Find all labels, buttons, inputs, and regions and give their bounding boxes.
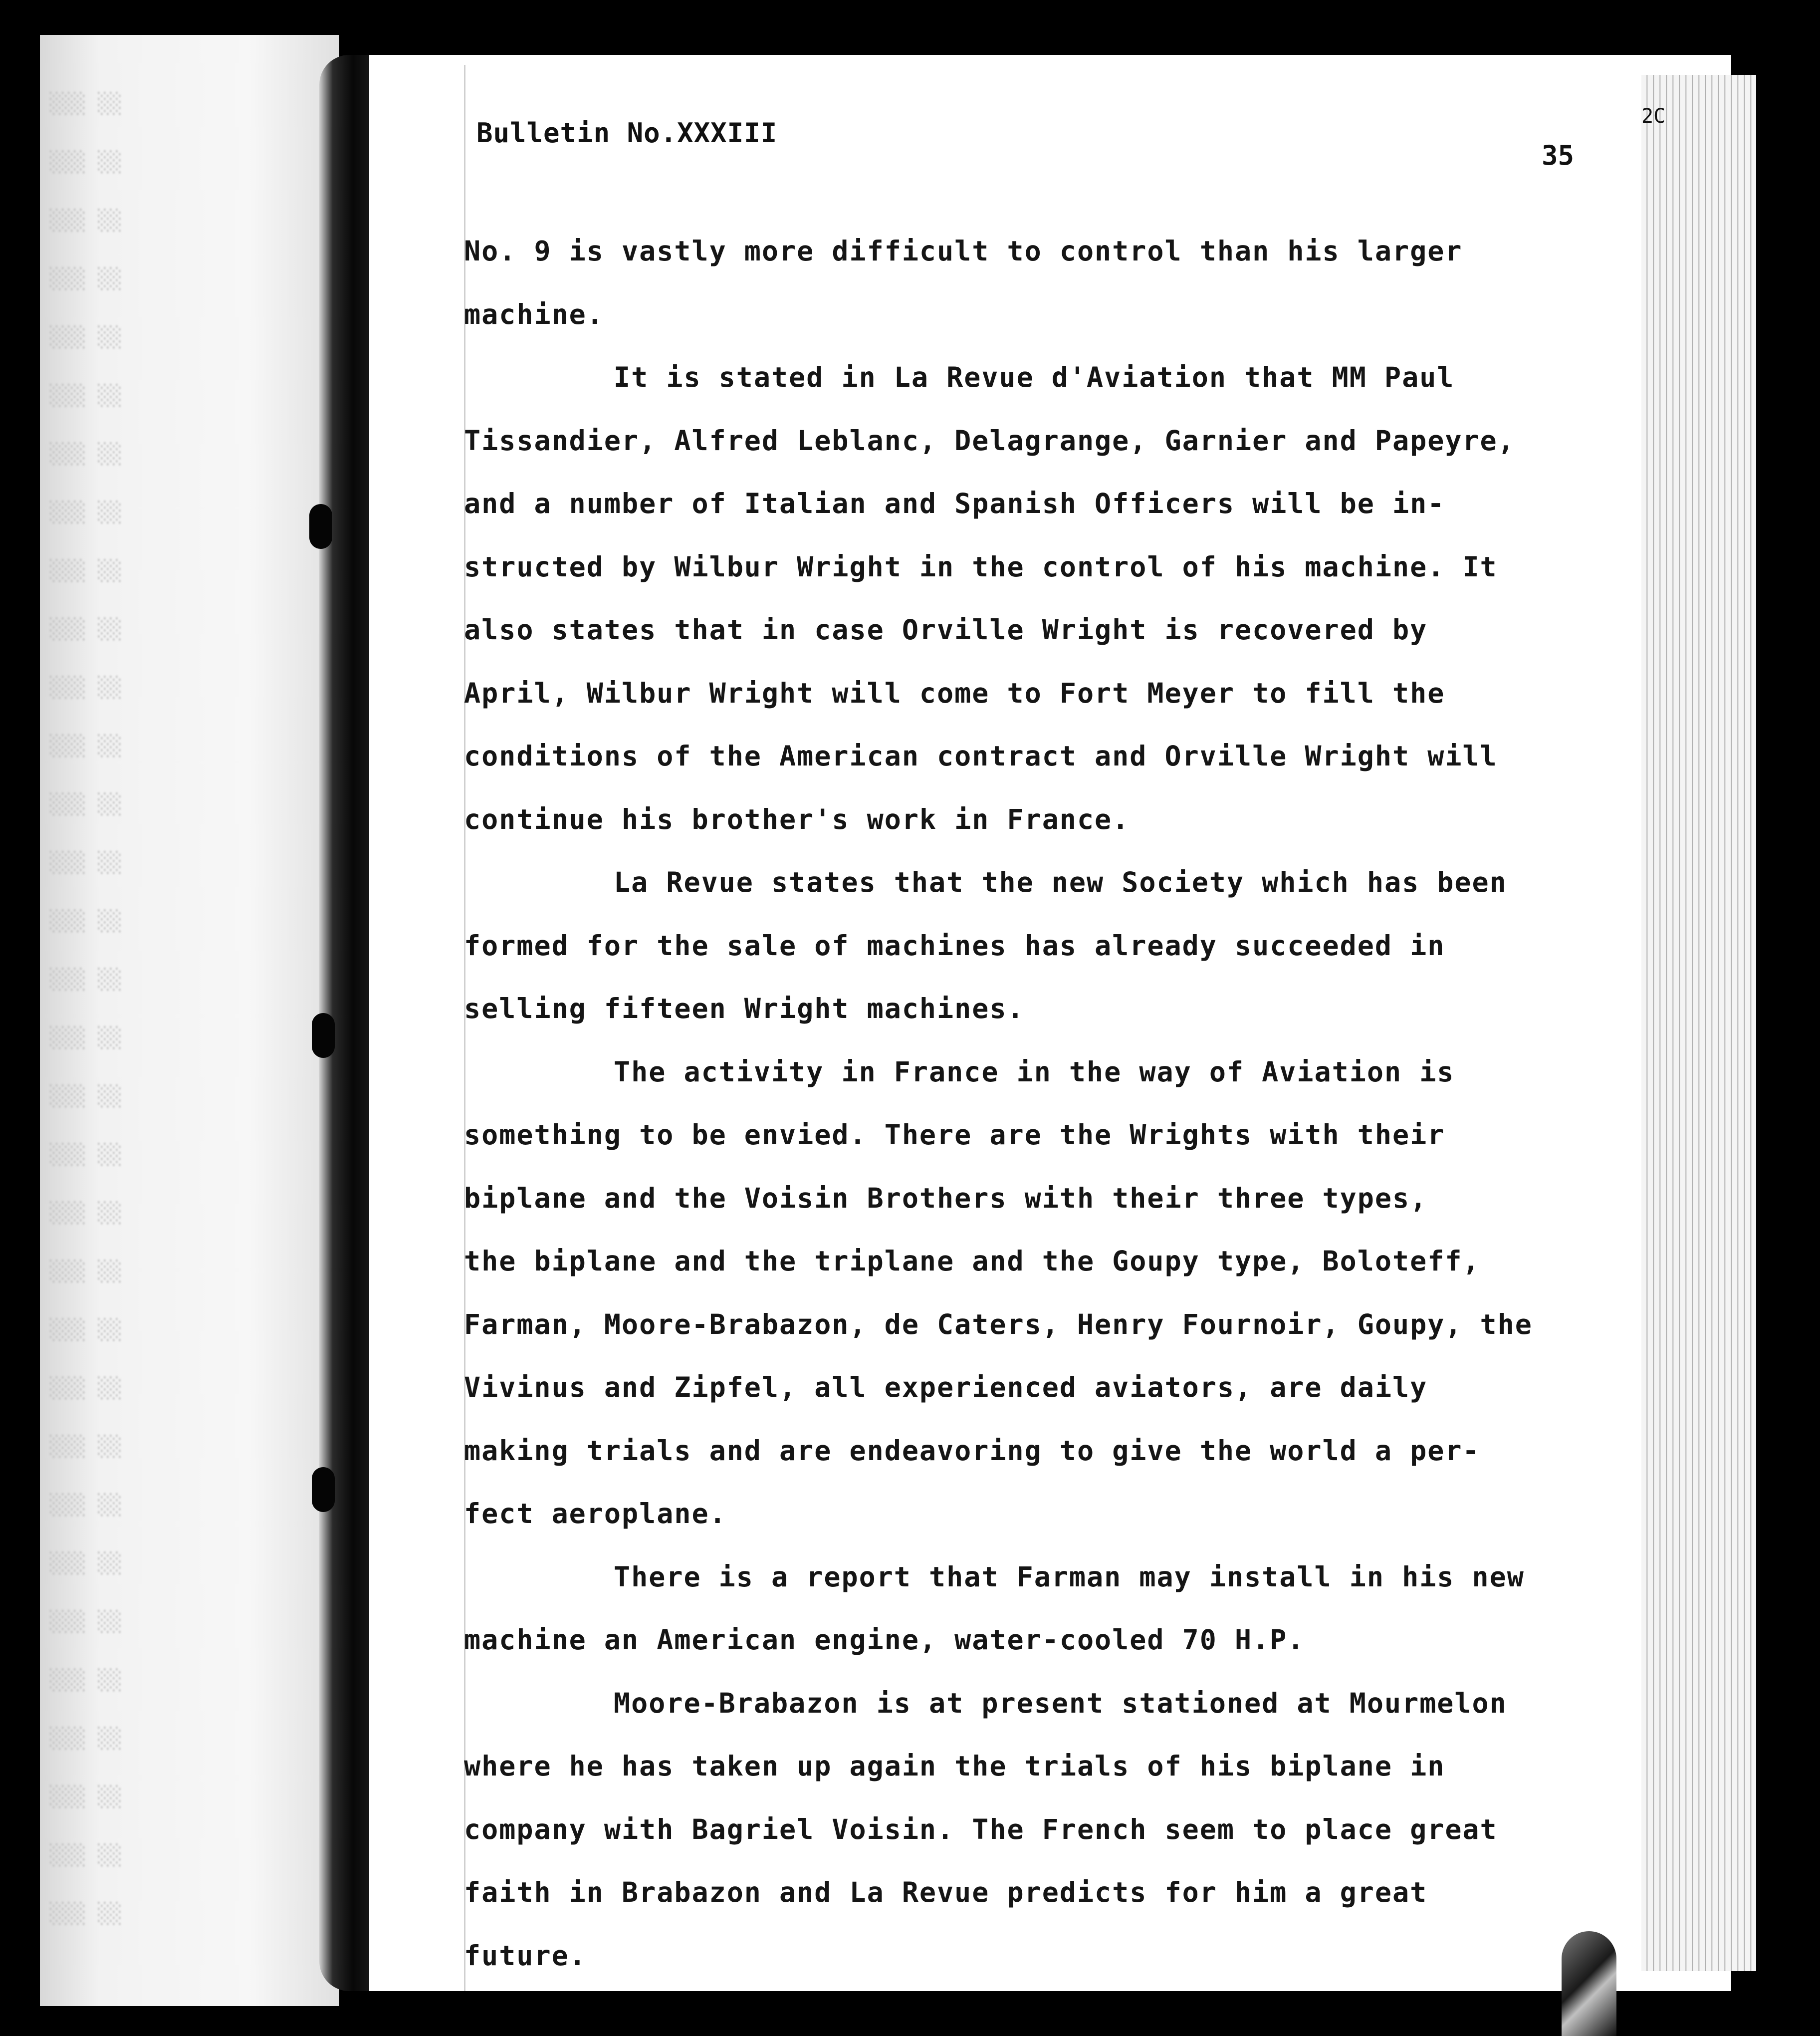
text-line: continue his brother's work in France. <box>464 803 1130 835</box>
text-line: La Revue states that the new Society which has been <box>614 866 1507 898</box>
text-line: Vivinus and Zipfel, all experienced aviators, are daily <box>464 1371 1428 1403</box>
text-line: It is stated in La Revue d'Aviation that MM Paul <box>614 361 1455 393</box>
text-line: Moore-Brabazon is at present stationed at Mourmelon <box>614 1687 1507 1719</box>
text-line: company with Bagriel Voisin. The French seem to place great <box>464 1813 1498 1845</box>
text-line: faith in Brabazon and La Revue predicts for him a great <box>464 1876 1428 1908</box>
text-line: future. <box>464 1939 587 1972</box>
page-edges <box>1641 75 1756 1971</box>
text-line: also states that in case Orville Wright is recovered by <box>464 614 1428 646</box>
text-line: The activity in France in the way of Aviation is <box>614 1055 1455 1088</box>
page-number: 35 <box>1541 140 1574 171</box>
binding-hole <box>309 504 332 549</box>
text-line: where he has taken up again the trials of his biplane in <box>464 1750 1445 1782</box>
text-line: machine. <box>464 298 604 330</box>
text-line: Farman, Moore-Brabazon, de Caters, Henry Fournoir, Goupy, the <box>464 1308 1533 1340</box>
pen-tip <box>1562 1931 1616 2036</box>
binding-hole <box>312 1467 335 1512</box>
text-line: biplane and the Voisin Brothers with their three types, <box>464 1182 1428 1214</box>
text-line: making trials and are endeavoring to give the world a per- <box>464 1434 1480 1467</box>
text-line: April, Wilbur Wright will come to Fort Meyer to fill the <box>464 677 1445 709</box>
bulletin-title: Bulletin No.XXXIII <box>476 117 778 149</box>
text-line: There is a report that Farman may install in his new <box>614 1560 1525 1593</box>
corner-mark: 2C <box>1641 105 1666 128</box>
text-line: Tissandier, Alfred Leblanc, Delagrange, Garnier and Papeyre, <box>464 424 1515 457</box>
text-line: structed by Wilbur Wright in the control of his machine. It <box>464 550 1498 583</box>
text-line: machine an American engine, water-cooled 70 H.P. <box>464 1624 1305 1656</box>
left-page-bleedthrough: ░░░ ░░ ░░░ ░░ ░░░ ░░ ░░░ ░░ ░░░ ░░ ░░░ ░░ ░░░ ░░ ░░░ ░░ ░░░ ░░ ░░░ ░░ ░░░ ░░ ░░░ ░░ ░░░ ░░ ░░░ ░░ ░░░ ░░ ░░░ ░░ ░░░ ░░ ░░░ ░░ ░░░ ░░ ░░░ ░░ ░░░ ░░ ░░░ ░░ ░░░ ░░ ░░░ ░░ ░░░ ░░ ░░░ ░░ ░░░ ░░ ░░░ ░░ ░░░ ░░ ░░░ ░░ ░░░ ░░ ░░░ ░░ <box>50 92 122 1925</box>
text-line: fect aeroplane. <box>464 1498 727 1529</box>
text-line: selling fifteen Wright machines. <box>464 993 1025 1024</box>
text-line: and a number of Italian and Spanish Officers will be in- <box>464 488 1445 519</box>
text-line: something to be envied. There are the Wrights with their <box>464 1119 1445 1151</box>
text-line: No. 9 is vastly more difficult to control than his larger <box>464 235 1463 267</box>
text-line: conditions of the American contract and Orville Wright will <box>464 740 1498 772</box>
text-line: the biplane and the triplane and the Goupy type, Boloteff, <box>464 1245 1480 1277</box>
typed-text-body <box>464 220 1626 1987</box>
page-header <box>476 117 1574 171</box>
binding-hole <box>312 1013 335 1058</box>
text-line: formed for the sale of machines has already succeeded in <box>464 929 1445 962</box>
